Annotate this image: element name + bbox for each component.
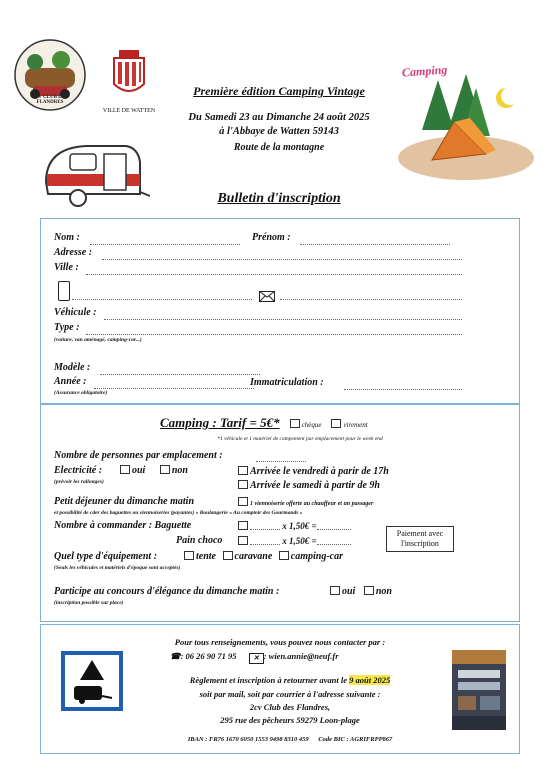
equipement-label: Quel type d'équipement : (54, 551, 158, 562)
cheque-checkbox[interactable] (290, 419, 300, 428)
arrivee-vendredi-checkbox[interactable] (238, 466, 248, 475)
nb-personnes-label: Nombre de personnes par emplacement : (54, 450, 223, 461)
equipement-note: (Seuls les véhicules et matériels d'époque sont acceptés) (54, 565, 181, 571)
event-poster-image (452, 650, 506, 730)
tarif-row (160, 414, 460, 432)
electricite-non-label: non (171, 465, 188, 476)
immat-label: Immatriculation : (250, 377, 324, 388)
caravane-checkbox[interactable] (223, 551, 233, 560)
camping-logo (392, 60, 534, 186)
tente-checkbox[interactable] (184, 551, 194, 560)
pain-choco-label: Pain choco (176, 535, 223, 546)
contact-text: Pour tous renseignements, vous pouvez nous contacter par : (174, 637, 386, 647)
immat-field[interactable] (344, 389, 462, 390)
baguette-row (238, 521, 351, 531)
concours-non-checkbox[interactable] (364, 586, 374, 595)
cheque-label: chèque (301, 421, 322, 429)
adresse-field[interactable] (102, 259, 462, 260)
possibilite-note: et possibilité de cder des baguettes ou viennoiseries (payantes) « Boulangerie « Au comptoir des Gourmands » (54, 510, 303, 516)
adresse-label: Adresse : (54, 247, 93, 258)
electricite-oui-checkbox[interactable] (120, 465, 130, 474)
petit-dej-label: Petit déjeuner du dimanche matin (54, 496, 195, 507)
modele-label: Modèle : (54, 362, 91, 373)
camping-car-label: camping-car (290, 551, 343, 562)
iban: IBAN : FR76 1670 6050 1553 9498 8310 459 (187, 736, 309, 743)
paiement-box: Paiement avec l'inscription (386, 526, 454, 552)
baguette-total-field[interactable] (317, 529, 351, 530)
event-title: Première édition Camping Vintage (193, 84, 365, 98)
arrivee-samedi-checkbox[interactable] (238, 480, 248, 489)
camping-logo-text: Camping (401, 62, 448, 80)
arrivee-vendredi (238, 466, 389, 477)
electricite-options (120, 465, 188, 476)
vehicule-field[interactable] (104, 319, 462, 320)
nb-personnes-field[interactable] (256, 461, 306, 462)
electricite-non-checkbox[interactable] (160, 465, 170, 474)
choco-checkbox[interactable] (238, 536, 248, 545)
annee-field[interactable] (94, 388, 254, 389)
email-field[interactable] (280, 299, 462, 300)
nom-label: Nom : (54, 232, 80, 243)
watten-crest (110, 50, 148, 110)
phone-icon (58, 281, 70, 301)
vehicule-label: Véhicule : (54, 307, 97, 318)
contact-row (170, 651, 339, 664)
telephone-icon: ☎ (170, 651, 181, 661)
concours-non-label: non (375, 586, 392, 597)
arrivee-vendredi-label: Arrivée le vendredi à parir de 17h (250, 466, 389, 477)
rallonge-note: (prévoir les rallonges) (54, 479, 104, 485)
concours-note: (inscription possible sur place) (54, 600, 124, 606)
viennoiserie-row (238, 497, 373, 507)
camping-car-checkbox[interactable] (279, 551, 289, 560)
nb-commander-label: Nombre à commander : Baguette (54, 520, 192, 531)
tarif-note: *1 véhicule et 1 matériel de campement par emplacement pour le week end (217, 436, 383, 442)
concours-options (330, 586, 392, 597)
mail-icon: ✕ (249, 653, 264, 664)
choco-total-field[interactable] (317, 544, 351, 545)
ville-label: Ville : (54, 262, 79, 273)
prenom-field[interactable] (300, 244, 450, 245)
electricite-label: Electricité : (54, 465, 103, 476)
concours-oui-label: oui (342, 586, 356, 597)
form-heading: Bulletin d'inscription (217, 191, 341, 206)
arrivee-samedi (238, 480, 380, 491)
envelope-icon (259, 289, 275, 307)
prenom-label: Prénom : (252, 232, 291, 243)
bank-row (130, 736, 450, 743)
modele-field[interactable] (100, 374, 260, 375)
concours-oui-checkbox[interactable] (330, 586, 340, 595)
equipement-options (184, 551, 343, 562)
reglement-text: Règlement et inscription à retourner avant le (189, 675, 348, 685)
club-logo-text: 2CV CLUB DES FLANDRES (32, 95, 68, 105)
club-name: 2cv Club des Flandres, (249, 702, 331, 712)
deadline-highlight: 9 août 2025 (349, 675, 391, 685)
nom-field[interactable] (90, 244, 240, 245)
club-logo (13, 38, 87, 112)
caravan-illustration (40, 138, 152, 212)
tente-label: tente (196, 551, 216, 562)
type-field[interactable] (86, 334, 462, 335)
annee-note: (Assurance obligatoire) (54, 390, 108, 396)
choco-price: x 1,50€ = (282, 536, 317, 546)
event-venue: à l'Abbaye de Watten 59143 (219, 126, 339, 137)
crest-caption: VILLE DE WATTEN (102, 108, 156, 114)
reglement-line (130, 675, 450, 685)
club-address: 295 rue des pêcheurs 59279 Loon-plage (220, 715, 360, 725)
viennoiserie-label: 1 viennoiserie offerte au chauffeur et un passager (250, 501, 374, 507)
choco-row (238, 536, 351, 546)
electricite-oui-label: oui (132, 465, 146, 476)
phone-field[interactable] (72, 299, 252, 300)
annee-label: Année : (54, 376, 87, 387)
caravane-label: caravane (234, 551, 273, 562)
email-address: : wien.annie@neuf.fr (263, 651, 339, 661)
arrivee-samedi-label: Arrivée le samedi à partir de 9h (250, 480, 380, 491)
event-dates: Du Samedi 23 au Dimanche 24 août 2025 (188, 112, 370, 123)
type-note: (voiture, van aménagé, camping-car...) (54, 337, 142, 343)
bic: Code BIC : AGRIFRPP867 (318, 736, 393, 743)
phone-number: : 06 26 90 71 95 (180, 651, 237, 661)
type-label: Type : (54, 322, 80, 333)
baguette-price: x 1,50€ = (282, 521, 317, 531)
ville-field[interactable] (86, 274, 462, 275)
viennoiserie-checkbox[interactable] (238, 497, 248, 506)
tarif-label: Camping : Tarif = 5€* (160, 415, 280, 430)
virement-label: virement (343, 421, 368, 429)
camping-sign-icon (60, 650, 124, 712)
reglement-text-2: soit par mail, soit par courrier à l'adresse suivante : (199, 689, 381, 699)
virement-checkbox[interactable] (331, 419, 341, 428)
event-road: Route de la montagne (233, 142, 325, 153)
baguette-checkbox[interactable] (238, 521, 248, 530)
concours-label: Participe au concours d'élégance du dimanche matin : (54, 586, 280, 597)
